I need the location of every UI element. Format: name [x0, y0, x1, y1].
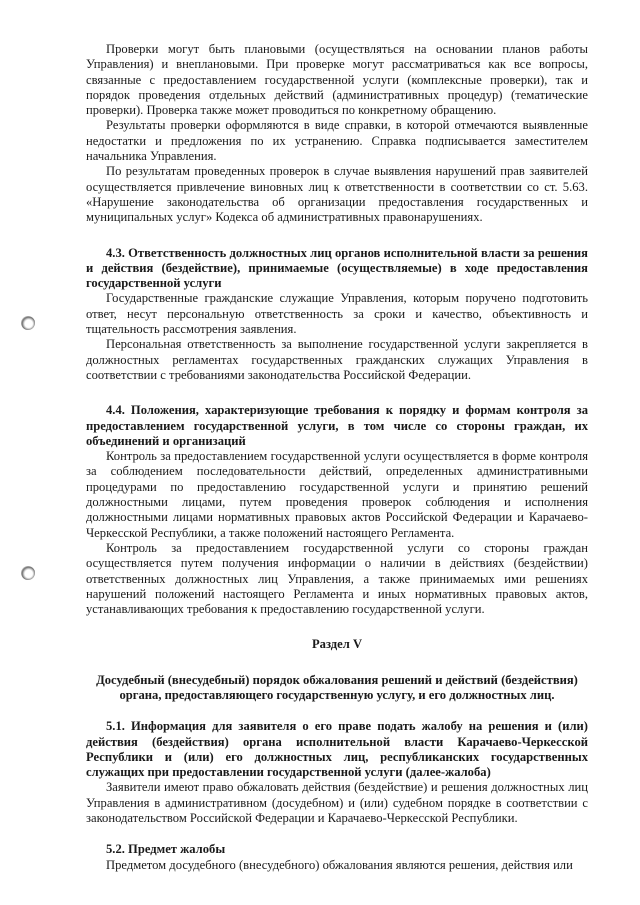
- section-number-heading: Раздел V: [311, 637, 363, 652]
- heading-section-4-4: 4.4. Положения, характеризующие требования к порядку и формам контроля за предоставлением государственной услуги, в том числе со стороны граждан, их объединений и организаций: [86, 403, 588, 448]
- paragraph-control-form: Контроль за предоставлением государственной услуги осуществляется в форме контроля за соблюдением последовательности действий, определенных административными процедурами по предоставлению государственной услуги и принятию решений должностными лицами, путем проведения проверок соблюдения и исполнения должностными лицами нормативных правовых актов Российской Федерации и Карачаево-Черкесской Республики, а также положений настоящего Регламента.: [86, 449, 588, 540]
- paragraph-inspection-results: Результаты проверки оформляются в виде справки, в которой отмечаются выявленные недостатки и предложения по их устранению. Справка подписывается заместителем начальника Управления.: [86, 118, 588, 164]
- paragraph-personal-responsibility: Персональная ответственность за выполнение государственной услуги закрепляется в должностных регламентах государственных гражданских служащих Управления в соответствии с требованиями законодательства Российской Федерации.: [86, 337, 588, 382]
- paragraph-violations: По результатам проведенных проверок в случае выявления нарушений прав заявителей осуществляется привлечение виновных лиц к ответственности в соответствии со ст. 5.63. «Нарушение законодательства об организации предоставления государственных и муниципальных услуг» Кодекса об административных правонарушениях.: [86, 164, 588, 225]
- paragraph-inspections-types: Проверки могут быть плановыми (осуществляться на основании планов работы Управления) и внеплановыми. При проверке могут рассматриваться как все вопросы, связанные с предоставлением государственной услуги (комплексные проверки), так и порядок проведения отдельных действий (административных процедур) (тематические проверки). Проверка также может проводиться по конкретному обращению.: [86, 42, 588, 118]
- paragraph-civil-servants-responsibility: Государственные гражданские служащие Управления, которым поручено подготовить ответ, несут персональную ответственность за сроки и качество, объективность и тщательность рассмотрения заявления.: [86, 291, 588, 337]
- heading-section-4-3: 4.3. Ответственность должностных лиц органов исполнительной власти за решения и действия (бездействие), принимаемые (осуществляемые) в ходе предоставления государственной услуги: [86, 245, 588, 291]
- heading-section-5-2: 5.2. Предмет жалобы: [106, 842, 226, 857]
- binder-hole-mark-top: [21, 316, 35, 330]
- binder-hole-mark-bottom: [21, 566, 35, 580]
- paragraph-right-to-appeal: Заявители имеют право обжаловать действия (бездействие) и решения должностных лиц Управления в административном (досудебном) и (или) судебном порядке в соответствии с законодательством Российской Федерации и Карачаево-Черкесской Республики.: [86, 780, 588, 826]
- section-title-heading: Досудебный (внесудебный) порядок обжалования решений и действий (бездействия) органа, предоставляющего государственную услугу, и его должностных лиц.: [96, 672, 578, 702]
- paragraph-citizen-control: Контроль за предоставлением государственной услуги со стороны граждан осуществляется путем получения информации о наличии в действиях (бездействии) ответственных должностных лиц Управления, а также принимаемых ими решениях нарушений положений настоящего Регламента и иных нормативных правовых актов, устанавливающих требования к предоставлению государственной услуги.: [86, 540, 588, 617]
- paragraph-appeal-subject: Предметом досудебного (внесудебного) обжалования являются решения, действия или: [106, 857, 573, 872]
- heading-section-5-1: 5.1. Информация для заявителя о его праве подать жалобу на решения и (или) действия (бездействия) органа исполнительной власти Карачаево-Черкесской Республики и (или) его должностных лиц, республиканских государственных служащих при предоставлении государственной услуги (далее-жалоба): [86, 719, 588, 780]
- document-page: [86, 42, 588, 873]
